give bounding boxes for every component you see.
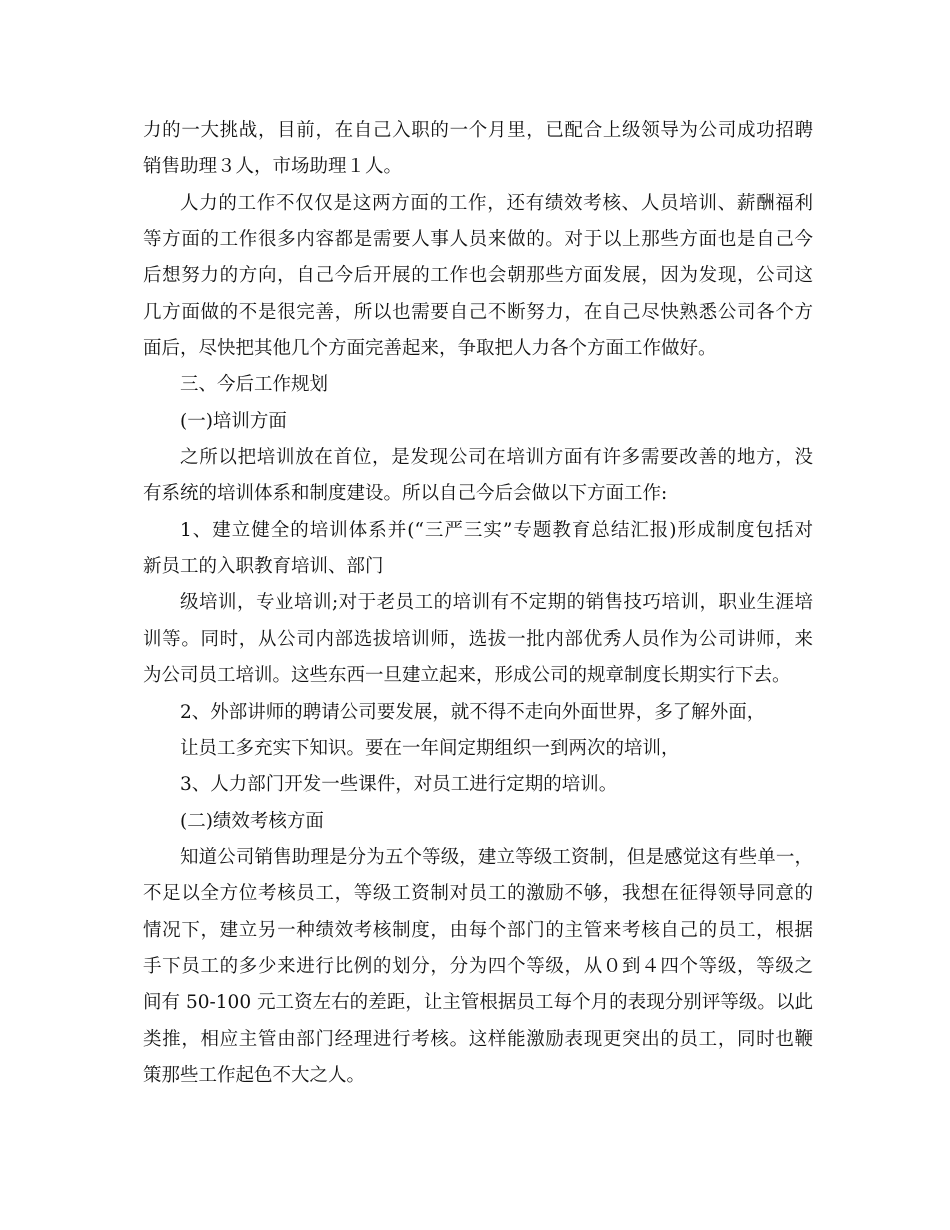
text-line: 之所以把培训放在首位，是发现公司在培训方面有许多需要改善的地方，没 [180,447,813,469]
list-item: 2、外部讲师的聘请公司要发展，就不得不走向外面世界，多了解外面， [180,701,766,723]
subsection-heading: (二)绩效考核方面 [180,810,324,832]
text-line: 新员工的入职教育培训、部门 [143,556,384,578]
text-line: 情况下，建立另一种绩效考核制度，由每个部门的主管来考核自己的员工，根据 [143,919,813,941]
text-line: 几方面做的不是很完善，所以也需要自己不断努力，在自己尽快熟悉公司各个方 [143,301,813,323]
text-line: 策那些工作起色不大之人。 [143,1064,366,1086]
section-heading: 三、今后工作规划 [180,374,329,396]
text-line: 有系统的培训体系和制度建设。所以自己今后会做以下方面工作: [143,483,668,505]
text-line: 后想努力的方向，自己今后开展的工作也会朝那些方面发展，因为发现，公司这 [143,265,813,287]
text-line: 让员工多充实下知识。要在一年间定期组织一到两次的培训， [180,737,680,759]
document-body [143,113,813,1094]
text-line: 知道公司销售助理是分为五个等级，建立等级工资制，但是感觉这有些单一， [180,846,813,868]
text-line: 力的一大挑战，目前，在自己入职的一个月里，已配合上级领导为公司成功招聘 [143,120,813,141]
text-line: 训等。同时，从公司内部选拔培训师，选拔一批内部优秀人员作为公司讲师，来 [143,628,813,650]
list-item: 1、建立健全的培训体系并(“三严三实”专题教育总结汇报)形成制度包括对 [180,519,813,541]
text-line: 销售助理３人，市场助理１人。 [143,156,403,178]
text-line: 手下员工的多少来进行比例的划分，分为四个等级，从０到４四个等级，等级之 [143,955,813,977]
text-line: 面后，尽快把其他几个方面完善起来，争取把人力各个方面工作做好。 [143,338,717,360]
text-line: 类推，相应主管由部门经理进行考核。这样能激励表现更突出的员工，同时也鞭 [143,1028,813,1050]
text-line: 级培训，专业培训;对于老员工的培训有不定期的销售技巧培训，职业生涯培 [180,592,813,614]
text-line: 人力的工作不仅仅是这两方面的工作，还有绩效考核、人员培训、薪酬福利 [180,192,813,214]
list-item: 3、人力部门开发一些课件，对员工进行定期的培训。 [180,774,618,796]
text-line: 等方面的工作很多内容都是需要人事人员来做的。对于以上那些方面也是自己今 [143,229,813,251]
text-line: 间有 50-100 元工资左右的差距，让主管根据员工每个月的表现分别评等级。以此 [143,992,813,1014]
text-line: 不足以全方位考核员工，等级工资制对员工的激励不够，我想在征得领导同意的 [143,883,813,905]
subsection-heading: (一)培训方面 [180,410,287,432]
text-line: 为公司员工培训。这些东西一旦建立起来，形成公司的规章制度长期实行下去。 [143,665,791,687]
